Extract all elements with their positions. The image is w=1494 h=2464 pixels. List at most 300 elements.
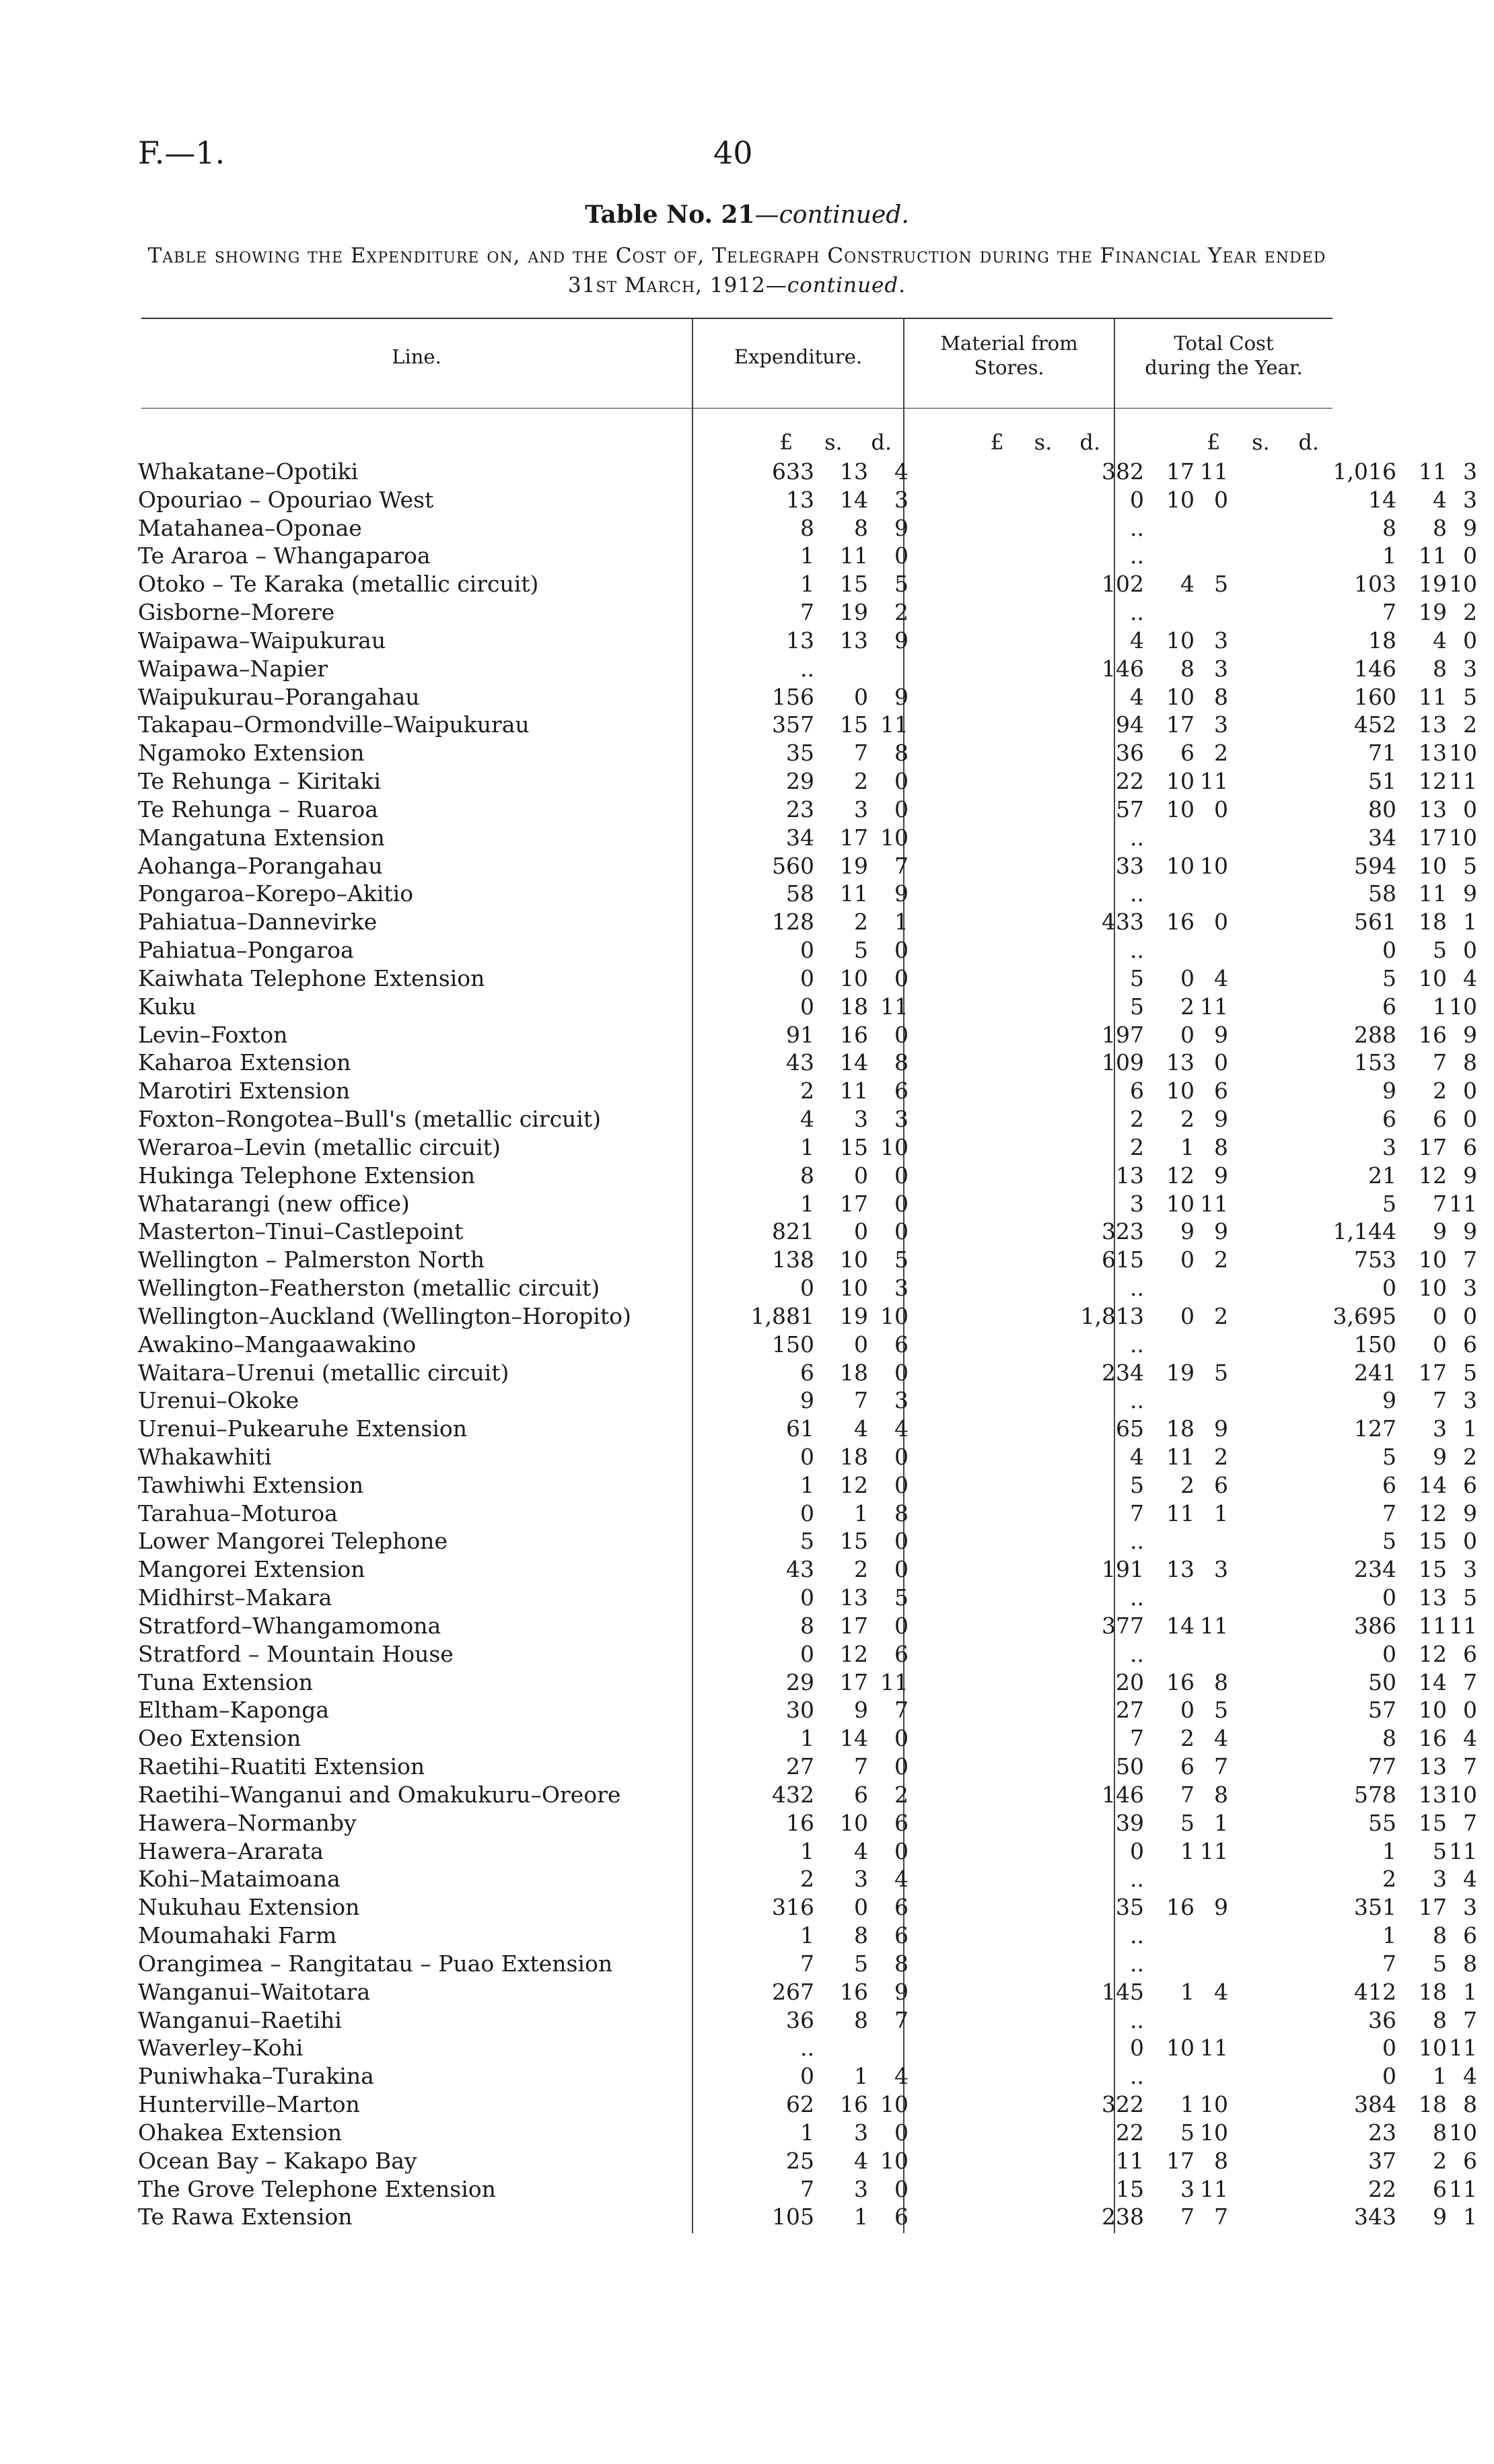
total-pence: 0 [1463,937,1477,964]
expenditure-cell [697,1274,912,1302]
expenditure-pounds: 1 [800,1837,814,1864]
expenditure-pence: 0 [894,964,909,991]
total-shillings: 7 [1433,1387,1447,1414]
total-shillings: 13 [1419,1781,1447,1808]
material-pence: 8 [1214,1668,1228,1695]
material-pence: 11 [1200,2035,1228,2062]
expenditure-pounds: 91 [786,1021,814,1048]
total-cell [1114,1950,1477,1978]
total-pence: 9 [1463,1500,1477,1526]
table-row [138,2147,1477,2175]
expenditure-cell [697,767,912,796]
total-pounds: 1,016 [1332,458,1396,485]
total-cell [1114,683,1477,711]
expenditure-shillings: 13 [840,627,868,654]
line-name: Awakino–Mangaawakino [138,1331,417,1358]
expenditure-cell [697,514,912,542]
total-pounds: 5 [1382,1190,1396,1217]
total-pence: 11 [1449,1837,1477,1864]
material-pence: 3 [1214,655,1228,682]
material-shillings: 10 [1166,768,1195,795]
total-pounds: 7 [1382,1950,1396,1977]
material-pence: 8 [1214,1133,1228,1160]
total-pounds: 6 [1382,993,1396,1020]
expenditure-pence: 3 [894,1106,909,1133]
table-row [138,1049,1477,1077]
table-row [138,796,1477,824]
total-cell [1114,1246,1477,1274]
total-cell [1114,711,1477,739]
line-name: Mangatuna Extension [138,824,385,851]
expenditure-pence: 0 [894,542,909,569]
line-name: Te Rehunga – Kiritaki [138,768,381,795]
material-pence: 10 [1200,852,1228,879]
material-shillings: 16 [1166,909,1195,936]
table-body [138,458,1477,2231]
expenditure-shillings: 11 [840,1078,868,1104]
total-pence: 0 [1463,1106,1477,1133]
expenditure-shillings: 11 [840,542,868,569]
expenditure-pence: 8 [894,1049,909,1076]
total-pounds: 594 [1354,852,1396,879]
expenditure-pence: 3 [894,1275,909,1302]
material-pence: 5 [1214,1359,1228,1386]
expenditure-pounds: 1 [800,1190,814,1217]
material-pounds: 2 [1130,1106,1144,1133]
expenditure-pounds: 150 [772,1331,814,1358]
material-pounds: 433 [1102,909,1144,936]
table-row [138,1893,1477,1922]
expenditure-pounds: 34 [786,824,814,851]
total-pounds: 234 [1354,1556,1396,1583]
total-cell [1114,1274,1477,1302]
line-name: Wellington–Auckland (Wellington–Horopito) [138,1302,631,1329]
total-shillings: 11 [1419,683,1447,710]
total-shillings: 10 [1419,1697,1447,1724]
expenditure-pounds: 1 [800,2119,814,2146]
total-cell [1114,1077,1477,1105]
expenditure-pounds: 2 [800,1078,814,1104]
total-pounds: 153 [1354,1049,1396,1076]
total-cell [1114,796,1477,824]
expenditure-cell [697,1415,912,1443]
expenditure-pence: 8 [894,740,909,767]
expenditure-shillings: 17 [840,1668,868,1695]
expenditure-pence: 0 [894,1218,909,1245]
expenditure-shillings: 0 [854,1218,868,1245]
expenditure-cell [697,627,912,655]
total-pounds: 36 [1368,2006,1396,2033]
material-pence: 9 [1214,1415,1228,1442]
total-pounds: 71 [1368,740,1396,767]
material-pounds: 15 [1116,2175,1144,2202]
expenditure-shillings: 13 [840,458,868,485]
table-row [138,458,1477,486]
expenditure-pence: 0 [894,1359,909,1386]
material-pounds: 3 [1130,1190,1144,1217]
expenditure-shillings: 16 [840,1021,868,1048]
expenditure-shillings: 0 [854,1162,868,1189]
line-name: Tarahua–Moturoa [138,1500,338,1526]
expenditure-shillings: 3 [854,1866,868,1893]
expenditure-pounds: 29 [786,1668,814,1695]
total-cell [1114,1978,1477,2006]
table-row [138,627,1477,655]
total-pence: 0 [1463,542,1477,569]
material-pounds: 5 [1130,964,1144,991]
expenditure-pence: 0 [894,768,909,795]
material-pence: 3 [1214,1556,1228,1583]
table-row [138,1584,1477,1612]
expenditure-pence: 9 [894,627,909,654]
line-name: Waipawa–Waipukurau [138,627,386,654]
expenditure-shillings: 10 [840,1246,868,1273]
expenditure-pence: 0 [894,1725,909,1752]
units-total: £ s. d. [1206,429,1319,455]
total-pounds: 8 [1382,514,1396,541]
expenditure-cell [697,1218,912,1246]
expenditure-shillings: 11 [840,880,868,907]
material-pence: 5 [1214,1697,1228,1724]
total-shillings: 7 [1433,1049,1447,1076]
material-shillings: 19 [1166,1359,1195,1386]
total-pence: 1 [1463,2204,1477,2230]
table-row [138,1331,1477,1359]
material-pounds: 2 [1130,1133,1144,1160]
expenditure-pence: 0 [894,1443,909,1470]
total-cell [1114,1133,1477,1162]
total-shillings: 3 [1433,1415,1447,1442]
expenditure-shillings: 8 [854,2006,868,2033]
expenditure-pence: 9 [894,683,909,710]
line-name: Kuku [138,993,197,1020]
material-pence: 1 [1214,1500,1228,1526]
expenditure-pounds: 1 [800,542,814,569]
table-row [138,570,1477,598]
total-cell [1114,1865,1477,1893]
total-pence: 9 [1463,1021,1477,1048]
table-row [138,880,1477,908]
total-pence: 6 [1463,1331,1477,1358]
expenditure-cell [697,1471,912,1500]
line-name: Kaiwhata Telephone Extension [138,964,485,991]
total-shillings: 10 [1419,1246,1447,1273]
expenditure-cell [697,1527,912,1555]
material-pounds: 27 [1116,1697,1144,1724]
total-pounds: 2 [1382,1866,1396,1893]
table-row [138,1837,1477,1866]
expenditure-cell [697,1865,912,1893]
total-pence: 0 [1463,1697,1477,1724]
expenditure-pounds: 316 [772,1894,814,1921]
total-pence: 7 [1463,1246,1477,1273]
expenditure-shillings: 15 [840,1528,868,1555]
expenditure-cell [697,1049,912,1077]
expenditure-pounds: 8 [800,1612,814,1639]
page-number: 40 [713,135,753,171]
total-pounds: 241 [1354,1359,1396,1386]
expenditure-pence: 7 [894,852,909,879]
table-row [138,1359,1477,1387]
expenditure-pence: 9 [894,514,909,541]
expenditure-pounds: 1 [800,571,814,598]
expenditure-pence: 9 [894,1978,909,2005]
total-pence: 10 [1449,824,1477,851]
expenditure-pence: 10 [880,2147,909,2174]
expenditure-pence: 6 [894,1078,909,1104]
line-name: The Grove Telephone Extension [138,2175,496,2202]
expenditure-shillings: 10 [840,1275,868,1302]
expenditure-shillings: 10 [840,1809,868,1836]
material-pounds: .. [1130,542,1144,569]
total-shillings: 14 [1419,1471,1447,1498]
expenditure-shillings: 4 [854,1837,868,1864]
total-cell [1114,1668,1477,1697]
table-row [138,1443,1477,1471]
expenditure-shillings: 19 [840,1302,868,1329]
expenditure-pence: 6 [894,1640,909,1667]
table-row [138,1922,1477,1950]
expenditure-pence: 3 [894,1387,909,1414]
total-pence: 8 [1463,1950,1477,1977]
total-shillings: 17 [1419,1894,1447,1921]
total-pence: 3 [1463,655,1477,682]
material-pence: 5 [1214,571,1228,598]
table-row [138,993,1477,1021]
expenditure-shillings: 2 [854,909,868,936]
total-shillings: 12 [1419,1500,1447,1526]
expenditure-cell [697,655,912,683]
material-shillings: 2 [1180,1106,1195,1133]
expenditure-pence: 0 [894,1021,909,1048]
expenditure-pounds: 138 [772,1246,814,1273]
expenditure-pence: 2 [894,599,909,626]
line-name: Tuna Extension [138,1668,314,1695]
material-pounds: .. [1130,1866,1144,1893]
table-row [138,1978,1477,2006]
total-pence: 0 [1463,1302,1477,1329]
expenditure-pounds: .. [800,2035,814,2062]
total-shillings: 1 [1433,2063,1447,2090]
expenditure-shillings: 17 [840,824,868,851]
line-name: Wellington – Palmerston North [138,1246,485,1273]
total-pounds: 578 [1354,1781,1396,1808]
material-pounds: .. [1130,937,1144,964]
table-row [138,1162,1477,1190]
expenditure-shillings: 3 [854,1106,868,1133]
table-row [138,2034,1477,2062]
material-pounds: 11 [1116,2147,1144,2174]
table-row [138,486,1477,514]
total-shillings: 14 [1419,1668,1447,1695]
total-pence: 11 [1449,768,1477,795]
material-pence: 9 [1214,1894,1228,1921]
total-shillings: 19 [1419,571,1447,598]
document-reference: F.—1. [138,135,225,171]
expenditure-pounds: 25 [786,2147,814,2174]
material-pounds: 94 [1116,711,1144,738]
material-pence: 0 [1214,486,1228,513]
total-pence: 1 [1463,1415,1477,1442]
material-shillings: 8 [1180,655,1195,682]
expenditure-pounds: 30 [786,1697,814,1724]
total-shillings: 1 [1433,993,1447,1020]
total-shillings: 10 [1419,964,1447,991]
material-pounds: .. [1130,599,1144,626]
table-row [138,514,1477,542]
units-expenditure: £ s. d. [779,429,892,455]
expenditure-pence: 8 [894,1950,909,1977]
line-name: Marotiri Extension [138,1078,351,1104]
table-row [138,2006,1477,2035]
total-pence: 9 [1463,514,1477,541]
total-shillings: 8 [1433,2006,1447,2033]
total-pence: 11 [1449,2035,1477,2062]
table-row [138,1500,1477,1528]
expenditure-pounds: 0 [800,993,814,1020]
line-name: Wanganui–Waitotara [138,1978,371,2005]
table-row [138,1415,1477,1443]
total-cell [1114,598,1477,627]
expenditure-cell [697,1190,912,1218]
expenditure-cell [697,908,912,936]
total-cell [1114,2034,1477,2062]
total-pounds: 21 [1368,1162,1396,1189]
total-pounds: 34 [1368,824,1396,851]
line-name: Whakatane–Opotiki [138,458,359,485]
total-pounds: 1 [1382,1837,1396,1864]
total-pounds: 103 [1354,571,1396,598]
expenditure-shillings: 2 [854,768,868,795]
material-shillings: 10 [1166,486,1195,513]
table-row [138,1668,1477,1697]
expenditure-pence: 6 [894,1922,909,1949]
material-pence: 11 [1200,458,1228,485]
material-pence: 2 [1214,1302,1228,1329]
expenditure-cell [697,1893,912,1922]
total-pounds: 9 [1382,1078,1396,1104]
total-cell [1114,993,1477,1021]
total-pence: 8 [1463,1049,1477,1076]
expenditure-cell [697,824,912,852]
expenditure-pence: 4 [894,458,909,485]
line-name: Pahiatua–Pongaroa [138,937,354,964]
expenditure-cell [697,1753,912,1781]
material-pence: 6 [1214,1471,1228,1498]
material-shillings: 12 [1166,1162,1195,1189]
total-shillings: 12 [1419,768,1447,795]
table-row [138,1640,1477,1668]
expenditure-pence: 0 [894,2119,909,2146]
table-row [138,2175,1477,2204]
total-pence: 7 [1463,1753,1477,1780]
total-cell [1114,1922,1477,1950]
expenditure-pounds: 8 [800,514,814,541]
material-shillings: 17 [1166,2147,1195,2174]
total-shillings: 18 [1419,2091,1447,2118]
total-pence: 4 [1463,1866,1477,1893]
expenditure-shillings: 16 [840,1978,868,2005]
material-pounds: .. [1130,1275,1144,1302]
total-pence: 11 [1449,1612,1477,1639]
total-pence: 5 [1463,683,1477,710]
material-pence: 10 [1200,2091,1228,2118]
expenditure-cell [697,1302,912,1331]
table-row [138,2090,1477,2119]
material-shillings: 9 [1180,1218,1195,1245]
line-name: Midhirst–Makara [138,1584,332,1611]
total-cell [1114,458,1477,486]
expenditure-shillings: 3 [854,2175,868,2202]
table-row [138,1527,1477,1555]
expenditure-shillings: 10 [840,964,868,991]
line-name: Waipawa–Napier [138,655,328,682]
material-shillings: 10 [1166,1078,1195,1104]
table-row [138,964,1477,993]
material-pounds: 102 [1102,571,1144,598]
expenditure-pounds: 357 [772,711,814,738]
table-row [138,739,1477,767]
expenditure-shillings: 12 [840,1640,868,1667]
total-shillings: 12 [1419,1640,1447,1667]
total-shillings: 11 [1419,542,1447,569]
total-cell [1114,1049,1477,1077]
expenditure-pence: 0 [894,1837,909,1864]
expenditure-pounds: 267 [772,1978,814,2005]
expenditure-cell [697,1077,912,1105]
expenditure-pounds: 16 [786,1809,814,1836]
expenditure-pounds: 0 [800,937,814,964]
material-pounds: 65 [1116,1415,1144,1442]
material-shillings: 6 [1180,1753,1195,1780]
total-pence: 11 [1449,1190,1477,1217]
expenditure-pence: 0 [894,1753,909,1780]
expenditure-cell [697,1696,912,1724]
total-pence: 0 [1463,796,1477,822]
expenditure-cell [697,1359,912,1387]
total-shillings: 13 [1419,1584,1447,1611]
expenditure-cell [697,993,912,1021]
total-shillings: 9 [1433,1443,1447,1470]
material-pounds: 234 [1102,1359,1144,1386]
expenditure-shillings: 18 [840,1359,868,1386]
total-cell [1114,1724,1477,1753]
line-name: Waipukurau–Porangahau [138,683,420,710]
material-shillings: 5 [1180,2119,1195,2146]
total-pounds: 0 [1382,2063,1396,2090]
table-row [138,908,1477,936]
expenditure-cell [697,2119,912,2147]
expenditure-cell [697,683,912,711]
material-shillings: 2 [1180,1725,1195,1752]
line-name: Takapau–Ormondville–Waipukurau [138,711,530,738]
total-pounds: 23 [1368,2119,1396,2146]
expenditure-cell [697,486,912,514]
expenditure-shillings: 12 [840,1471,868,1498]
total-pounds: 6 [1382,1106,1396,1133]
expenditure-pounds: 0 [800,1275,814,1302]
total-pounds: 561 [1354,909,1396,936]
material-pence: 11 [1200,993,1228,1020]
material-shillings: 17 [1166,458,1195,485]
expenditure-shillings: 14 [840,486,868,513]
material-pounds: 5 [1130,1471,1144,1498]
expenditure-pounds: 62 [786,2091,814,2118]
total-shillings: 4 [1433,627,1447,654]
total-shillings: 15 [1419,1809,1447,1836]
expenditure-pounds: 633 [772,458,814,485]
total-pence: 7 [1463,2006,1477,2033]
